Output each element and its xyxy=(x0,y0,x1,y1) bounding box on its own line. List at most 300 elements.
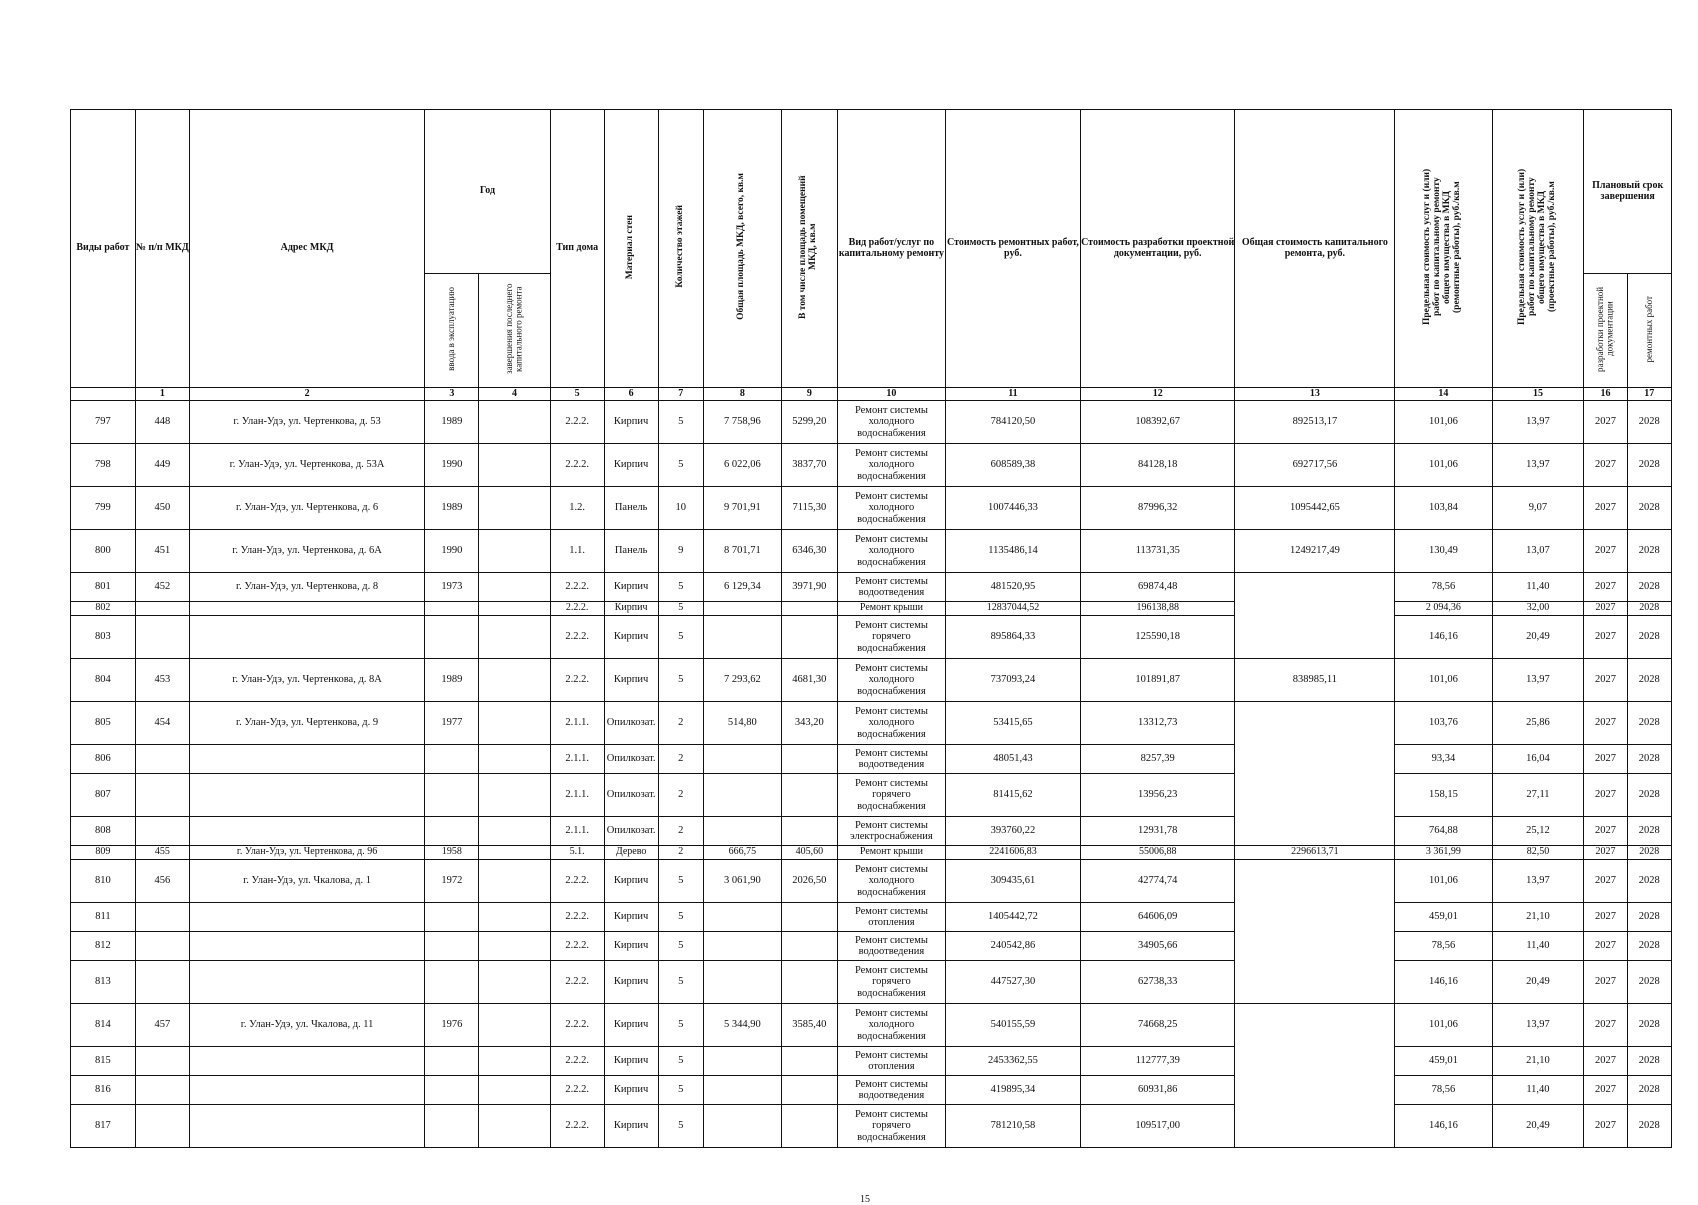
cell-num-mkd: 450 xyxy=(135,487,189,530)
cell-repair-cost: 2453362,55 xyxy=(945,1047,1080,1076)
header-pred-remont-text: Предельная стоимость услуг и (или) работ по капитальному ремонту общего имущества в МКД (ремонтные работы), руб./кв.м xyxy=(1422,168,1463,325)
table-row xyxy=(71,932,1672,961)
column-number: 11 xyxy=(945,388,1080,401)
cell-vid-rabot: 812 xyxy=(71,932,136,961)
cell-floors: 5 xyxy=(658,1047,703,1076)
table-row xyxy=(71,444,1672,487)
cell-limit-project: 21,10 xyxy=(1492,1047,1584,1076)
cell-wall-material: Кирпич xyxy=(604,1105,658,1148)
cell-address xyxy=(189,616,425,659)
cell-wall-material: Панель xyxy=(604,530,658,573)
cell-total-area xyxy=(703,774,781,817)
cell-work-type: Ремонт системы холодного водоснабжения xyxy=(837,401,945,444)
cell-num-mkd: 453 xyxy=(135,659,189,702)
cell-num-mkd: 449 xyxy=(135,444,189,487)
cell-total-cost xyxy=(1235,860,1395,1004)
column-number: 14 xyxy=(1395,388,1492,401)
cell-year-last-repair xyxy=(479,602,550,616)
cell-premises-area xyxy=(781,817,837,846)
cell-year-last-repair xyxy=(479,961,550,1004)
column-number: 6 xyxy=(604,388,658,401)
column-number: 5 xyxy=(550,388,604,401)
cell-house-type: 2.2.2. xyxy=(550,401,604,444)
cell-address: г. Улан-Удэ, ул. Чертенкова, д. 53 xyxy=(189,401,425,444)
column-number: 17 xyxy=(1627,388,1671,401)
cell-house-type: 2.2.2. xyxy=(550,932,604,961)
cell-wall-material: Кирпич xyxy=(604,1004,658,1047)
column-number: 16 xyxy=(1584,388,1627,401)
cell-wall-material: Кирпич xyxy=(604,961,658,1004)
cell-num-mkd xyxy=(135,932,189,961)
cell-wall-material: Опилкозат. xyxy=(604,702,658,745)
cell-repair-cost: 12837044,52 xyxy=(945,602,1080,616)
cell-limit-project: 13,97 xyxy=(1492,659,1584,702)
cell-limit-project: 13,97 xyxy=(1492,1004,1584,1047)
cell-address: г. Улан-Удэ, ул. Чертенкова, д. 9 xyxy=(189,702,425,745)
cell-year-last-repair xyxy=(479,530,550,573)
cell-house-type: 2.1.1. xyxy=(550,702,604,745)
page-number: 15 xyxy=(860,1194,870,1205)
cell-premises-area: 343,20 xyxy=(781,702,837,745)
cell-floors: 5 xyxy=(658,602,703,616)
cell-deadline-project: 2027 xyxy=(1584,817,1627,846)
header-srok-remont xyxy=(1627,274,1671,388)
cell-num-mkd xyxy=(135,817,189,846)
cell-work-type: Ремонт системы горячего водоснабжения xyxy=(837,961,945,1004)
cell-deadline-project: 2027 xyxy=(1584,1105,1627,1148)
cell-num-mkd xyxy=(135,1105,189,1148)
column-number: 1 xyxy=(135,388,189,401)
column-number: 12 xyxy=(1080,388,1234,401)
cell-limit-project: 13,97 xyxy=(1492,401,1584,444)
cell-project-cost: 13956,23 xyxy=(1080,774,1234,817)
cell-address: г. Улан-Удэ, ул. Чертенкова, д. 6А xyxy=(189,530,425,573)
header-material-text: Материал стен xyxy=(625,214,636,279)
cell-limit-project: 82,50 xyxy=(1492,846,1584,860)
cell-year-built: 1989 xyxy=(425,401,479,444)
cell-deadline-project: 2027 xyxy=(1584,659,1627,702)
cell-num-mkd xyxy=(135,616,189,659)
cell-year-last-repair xyxy=(479,1076,550,1105)
cell-wall-material: Кирпич xyxy=(604,602,658,616)
cell-floors: 5 xyxy=(658,1076,703,1105)
cell-limit-repair: 101,06 xyxy=(1395,1004,1492,1047)
cell-deadline-repair: 2028 xyxy=(1627,602,1671,616)
header-god-vvoda xyxy=(425,274,479,388)
cell-wall-material: Кирпич xyxy=(604,573,658,602)
cell-project-cost: 196138,88 xyxy=(1080,602,1234,616)
cell-work-type: Ремонт системы холодного водоснабжения xyxy=(837,444,945,487)
cell-total-cost: 892513,17 xyxy=(1235,401,1395,444)
cell-address xyxy=(189,745,425,774)
cell-work-type: Ремонт системы электроснабжения xyxy=(837,817,945,846)
cell-deadline-project: 2027 xyxy=(1584,1004,1627,1047)
cell-year-built: 1990 xyxy=(425,530,479,573)
cell-address xyxy=(189,1076,425,1105)
cell-project-cost: 34905,66 xyxy=(1080,932,1234,961)
cell-floors: 9 xyxy=(658,530,703,573)
cell-limit-repair: 101,06 xyxy=(1395,444,1492,487)
cell-project-cost: 12931,78 xyxy=(1080,817,1234,846)
cell-repair-cost: 784120,50 xyxy=(945,401,1080,444)
cell-address: г. Улан-Удэ, ул. Чертенкова, д. 8 xyxy=(189,573,425,602)
cell-num-mkd xyxy=(135,1047,189,1076)
cell-deadline-project: 2027 xyxy=(1584,702,1627,745)
cell-work-type: Ремонт системы водоотведения xyxy=(837,573,945,602)
cell-num-mkd: 455 xyxy=(135,846,189,860)
cell-deadline-repair: 2028 xyxy=(1627,1047,1671,1076)
cell-deadline-project: 2027 xyxy=(1584,1047,1627,1076)
cell-project-cost: 109517,00 xyxy=(1080,1105,1234,1148)
header-ploshad-pomesh xyxy=(781,110,837,388)
cell-house-type: 2.2.2. xyxy=(550,1076,604,1105)
cell-year-built xyxy=(425,1105,479,1148)
cell-deadline-project: 2027 xyxy=(1584,903,1627,932)
cell-floors: 5 xyxy=(658,1105,703,1148)
cell-deadline-repair: 2028 xyxy=(1627,1105,1671,1148)
cell-address xyxy=(189,1105,425,1148)
cell-work-type: Ремонт системы водоотведения xyxy=(837,1076,945,1105)
cell-repair-cost: 608589,38 xyxy=(945,444,1080,487)
cell-deadline-project: 2027 xyxy=(1584,602,1627,616)
cell-limit-project: 32,00 xyxy=(1492,602,1584,616)
cell-year-last-repair xyxy=(479,1105,550,1148)
cell-floors: 5 xyxy=(658,961,703,1004)
cell-year-last-repair xyxy=(479,702,550,745)
header-num-mkd: № п/п МКД xyxy=(135,110,189,388)
cell-floors: 5 xyxy=(658,659,703,702)
cell-project-cost: 13312,73 xyxy=(1080,702,1234,745)
cell-deadline-repair: 2028 xyxy=(1627,846,1671,860)
cell-deadline-project: 2027 xyxy=(1584,530,1627,573)
cell-total-area xyxy=(703,1047,781,1076)
cell-num-mkd: 454 xyxy=(135,702,189,745)
cell-deadline-project: 2027 xyxy=(1584,616,1627,659)
cell-limit-repair: 146,16 xyxy=(1395,1105,1492,1148)
cell-total-area xyxy=(703,932,781,961)
cell-work-type: Ремонт крыши xyxy=(837,602,945,616)
header-stoimost-proekt: Стоимость разработки проектной документации, руб. xyxy=(1080,110,1234,388)
cell-house-type: 2.2.2. xyxy=(550,860,604,903)
header-god: Год xyxy=(425,110,550,274)
table-row xyxy=(71,846,1672,860)
cell-deadline-project: 2027 xyxy=(1584,444,1627,487)
cell-project-cost: 108392,67 xyxy=(1080,401,1234,444)
cell-deadline-repair: 2028 xyxy=(1627,573,1671,602)
cell-repair-cost: 48051,43 xyxy=(945,745,1080,774)
cell-wall-material: Опилкозат. xyxy=(604,774,658,817)
header-address: Адрес МКД xyxy=(189,110,425,388)
header-pred-proekt xyxy=(1492,110,1584,388)
header-god-vvoda-text: ввода в эксплуатацию xyxy=(446,286,457,371)
cell-work-type: Ремонт системы горячего водоснабжения xyxy=(837,774,945,817)
cell-deadline-project: 2027 xyxy=(1584,401,1627,444)
cell-total-area xyxy=(703,961,781,1004)
cell-premises-area: 3837,70 xyxy=(781,444,837,487)
cell-work-type: Ремонт системы холодного водоснабжения xyxy=(837,860,945,903)
cell-deadline-repair: 2028 xyxy=(1627,774,1671,817)
cell-num-mkd xyxy=(135,745,189,774)
cell-year-built: 1976 xyxy=(425,1004,479,1047)
cell-repair-cost: 895864,33 xyxy=(945,616,1080,659)
cell-year-last-repair xyxy=(479,932,550,961)
cell-house-type: 1.2. xyxy=(550,487,604,530)
cell-limit-repair: 78,56 xyxy=(1395,573,1492,602)
cell-num-mkd xyxy=(135,774,189,817)
cell-limit-repair: 78,56 xyxy=(1395,932,1492,961)
cell-address xyxy=(189,1047,425,1076)
cell-limit-repair: 103,84 xyxy=(1395,487,1492,530)
cell-vid-rabot: 809 xyxy=(71,846,136,860)
cell-project-cost: 42774,74 xyxy=(1080,860,1234,903)
cell-wall-material: Панель xyxy=(604,487,658,530)
cell-limit-repair: 146,16 xyxy=(1395,961,1492,1004)
cell-vid-rabot: 802 xyxy=(71,602,136,616)
cell-project-cost: 69874,48 xyxy=(1080,573,1234,602)
cell-num-mkd xyxy=(135,1076,189,1105)
cell-vid-rabot: 817 xyxy=(71,1105,136,1148)
cell-deadline-repair: 2028 xyxy=(1627,860,1671,903)
cell-limit-repair: 101,06 xyxy=(1395,401,1492,444)
cell-premises-area xyxy=(781,616,837,659)
cell-total-cost: 1249217,49 xyxy=(1235,530,1395,573)
cell-total-area xyxy=(703,1076,781,1105)
cell-premises-area: 6346,30 xyxy=(781,530,837,573)
cell-premises-area: 4681,30 xyxy=(781,659,837,702)
cell-address xyxy=(189,774,425,817)
cell-premises-area: 3585,40 xyxy=(781,1004,837,1047)
cell-limit-project: 20,49 xyxy=(1492,961,1584,1004)
cell-premises-area xyxy=(781,745,837,774)
cell-premises-area: 2026,50 xyxy=(781,860,837,903)
cell-house-type: 2.2.2. xyxy=(550,1004,604,1047)
cell-vid-rabot: 803 xyxy=(71,616,136,659)
cell-vid-rabot: 811 xyxy=(71,903,136,932)
cell-year-built xyxy=(425,1047,479,1076)
cell-house-type: 2.1.1. xyxy=(550,817,604,846)
cell-limit-repair: 764,88 xyxy=(1395,817,1492,846)
cell-premises-area xyxy=(781,932,837,961)
header-god-zaversh xyxy=(479,274,550,388)
table-header xyxy=(71,110,1672,401)
cell-total-area: 7 758,96 xyxy=(703,401,781,444)
cell-total-area: 9 701,91 xyxy=(703,487,781,530)
cell-num-mkd xyxy=(135,602,189,616)
table-row xyxy=(71,530,1672,573)
cell-num-mkd: 452 xyxy=(135,573,189,602)
cell-year-last-repair xyxy=(479,487,550,530)
cell-repair-cost: 81415,62 xyxy=(945,774,1080,817)
cell-premises-area xyxy=(781,774,837,817)
column-number: 3 xyxy=(425,388,479,401)
cell-limit-repair: 459,01 xyxy=(1395,903,1492,932)
cell-limit-repair: 103,76 xyxy=(1395,702,1492,745)
column-number: 15 xyxy=(1492,388,1584,401)
cell-floors: 2 xyxy=(658,846,703,860)
header-god-zaversh-text: завершения последнего капитального ремонта xyxy=(504,283,524,374)
cell-repair-cost: 2241606,83 xyxy=(945,846,1080,860)
cell-wall-material: Кирпич xyxy=(604,616,658,659)
cell-project-cost: 60931,86 xyxy=(1080,1076,1234,1105)
cell-repair-cost: 240542,86 xyxy=(945,932,1080,961)
cell-deadline-project: 2027 xyxy=(1584,860,1627,903)
cell-work-type: Ремонт системы горячего водоснабжения xyxy=(837,616,945,659)
cell-work-type: Ремонт системы холодного водоснабжения xyxy=(837,1004,945,1047)
cell-project-cost: 125590,18 xyxy=(1080,616,1234,659)
cell-limit-repair: 130,49 xyxy=(1395,530,1492,573)
column-number: 7 xyxy=(658,388,703,401)
cell-repair-cost: 447527,30 xyxy=(945,961,1080,1004)
cell-deadline-project: 2027 xyxy=(1584,774,1627,817)
cell-total-cost xyxy=(1235,1004,1395,1148)
cell-num-mkd: 451 xyxy=(135,530,189,573)
table-row xyxy=(71,401,1672,444)
cell-total-area xyxy=(703,1105,781,1148)
cell-deadline-repair: 2028 xyxy=(1627,961,1671,1004)
cell-limit-project: 27,11 xyxy=(1492,774,1584,817)
header-ploshad-total-text: Общая площадь МКД, всего, кв.м xyxy=(736,173,747,321)
cell-house-type: 2.1.1. xyxy=(550,774,604,817)
cell-deadline-project: 2027 xyxy=(1584,487,1627,530)
cell-house-type: 2.2.2. xyxy=(550,1105,604,1148)
cell-wall-material: Опилкозат. xyxy=(604,817,658,846)
table-row xyxy=(71,702,1672,745)
table-row xyxy=(71,1047,1672,1076)
header-vid-rabot: Виды работ xyxy=(71,110,136,388)
cell-limit-project: 11,40 xyxy=(1492,573,1584,602)
cell-vid-rabot: 799 xyxy=(71,487,136,530)
cell-address xyxy=(189,932,425,961)
cell-limit-repair: 93,34 xyxy=(1395,745,1492,774)
cell-year-built xyxy=(425,817,479,846)
cell-limit-project: 11,40 xyxy=(1492,1076,1584,1105)
cell-work-type: Ремонт крыши xyxy=(837,846,945,860)
cell-wall-material: Дерево xyxy=(604,846,658,860)
header-plan-srok: Плановый срок завершения xyxy=(1584,110,1672,274)
cell-repair-cost: 540155,59 xyxy=(945,1004,1080,1047)
cell-num-mkd: 457 xyxy=(135,1004,189,1047)
cell-num-mkd xyxy=(135,903,189,932)
cell-year-last-repair xyxy=(479,1047,550,1076)
cell-limit-repair: 101,06 xyxy=(1395,659,1492,702)
cell-num-mkd: 448 xyxy=(135,401,189,444)
cell-floors: 2 xyxy=(658,774,703,817)
cell-vid-rabot: 813 xyxy=(71,961,136,1004)
cell-year-last-repair xyxy=(479,444,550,487)
cell-wall-material: Кирпич xyxy=(604,1076,658,1105)
cell-repair-cost: 1405442,72 xyxy=(945,903,1080,932)
cell-limit-project: 11,40 xyxy=(1492,932,1584,961)
cell-vid-rabot: 806 xyxy=(71,745,136,774)
cell-repair-cost: 1007446,33 xyxy=(945,487,1080,530)
cell-total-area xyxy=(703,745,781,774)
cell-year-built xyxy=(425,961,479,1004)
cell-house-type: 2.2.2. xyxy=(550,616,604,659)
cell-total-area: 7 293,62 xyxy=(703,659,781,702)
cell-vid-rabot: 798 xyxy=(71,444,136,487)
table-row xyxy=(71,602,1672,616)
cell-premises-area xyxy=(781,1047,837,1076)
cell-address xyxy=(189,817,425,846)
cell-deadline-project: 2027 xyxy=(1584,573,1627,602)
cell-work-type: Ремонт системы холодного водоснабжения xyxy=(837,659,945,702)
cell-deadline-project: 2027 xyxy=(1584,932,1627,961)
cell-total-cost xyxy=(1235,573,1395,659)
cell-deadline-repair: 2028 xyxy=(1627,401,1671,444)
cell-repair-cost: 309435,61 xyxy=(945,860,1080,903)
table-row xyxy=(71,1105,1672,1148)
cell-project-cost: 87996,32 xyxy=(1080,487,1234,530)
header-pred-remont xyxy=(1395,110,1492,388)
cell-year-last-repair xyxy=(479,745,550,774)
header-srok-remont-text: ремонтных работ xyxy=(1643,295,1654,362)
cell-floors: 5 xyxy=(658,860,703,903)
cell-house-type: 2.2.2. xyxy=(550,903,604,932)
cell-premises-area: 5299,20 xyxy=(781,401,837,444)
cell-premises-area: 405,60 xyxy=(781,846,837,860)
cell-total-cost: 838985,11 xyxy=(1235,659,1395,702)
cell-floors: 2 xyxy=(658,817,703,846)
cell-total-area xyxy=(703,616,781,659)
cell-floors: 5 xyxy=(658,932,703,961)
cell-total-area: 514,80 xyxy=(703,702,781,745)
cell-total-cost: 692717,56 xyxy=(1235,444,1395,487)
cell-work-type: Ремонт системы холодного водоснабжения xyxy=(837,487,945,530)
cell-vid-rabot: 800 xyxy=(71,530,136,573)
cell-project-cost: 84128,18 xyxy=(1080,444,1234,487)
cell-premises-area xyxy=(781,602,837,616)
cell-limit-repair: 158,15 xyxy=(1395,774,1492,817)
cell-premises-area: 3971,90 xyxy=(781,573,837,602)
cell-floors: 5 xyxy=(658,401,703,444)
cell-deadline-repair: 2028 xyxy=(1627,530,1671,573)
cell-total-cost: 1095442,65 xyxy=(1235,487,1395,530)
cell-year-last-repair xyxy=(479,817,550,846)
cell-year-built: 1989 xyxy=(425,659,479,702)
cell-deadline-repair: 2028 xyxy=(1627,702,1671,745)
column-numbers-row xyxy=(71,388,1672,401)
cell-address: г. Улан-Удэ, ул. Чертенкова, д. 53А xyxy=(189,444,425,487)
cell-address xyxy=(189,961,425,1004)
cell-work-type: Ремонт системы водоотведения xyxy=(837,932,945,961)
cell-address xyxy=(189,903,425,932)
cell-premises-area xyxy=(781,1105,837,1148)
cell-total-area: 6 022,06 xyxy=(703,444,781,487)
cell-address: г. Улан-Удэ, ул. Чкалова, д. 1 xyxy=(189,860,425,903)
cell-total-area: 3 061,90 xyxy=(703,860,781,903)
cell-premises-area xyxy=(781,1076,837,1105)
header-etazhey-text: Количество этажей xyxy=(674,205,685,289)
cell-year-built xyxy=(425,932,479,961)
cell-floors: 5 xyxy=(658,616,703,659)
table-row xyxy=(71,774,1672,817)
cell-wall-material: Кирпич xyxy=(604,860,658,903)
cell-vid-rabot: 808 xyxy=(71,817,136,846)
cell-deadline-project: 2027 xyxy=(1584,961,1627,1004)
cell-limit-repair: 78,56 xyxy=(1395,1076,1492,1105)
cell-deadline-project: 2027 xyxy=(1584,846,1627,860)
cell-limit-project: 21,10 xyxy=(1492,903,1584,932)
table-row xyxy=(71,903,1672,932)
cell-house-type: 2.2.2. xyxy=(550,659,604,702)
header-etazhey xyxy=(658,110,703,388)
cell-vid-rabot: 816 xyxy=(71,1076,136,1105)
cell-vid-rabot: 807 xyxy=(71,774,136,817)
cell-vid-rabot: 810 xyxy=(71,860,136,903)
cell-year-last-repair xyxy=(479,846,550,860)
cell-year-built: 1972 xyxy=(425,860,479,903)
cell-repair-cost: 419895,34 xyxy=(945,1076,1080,1105)
